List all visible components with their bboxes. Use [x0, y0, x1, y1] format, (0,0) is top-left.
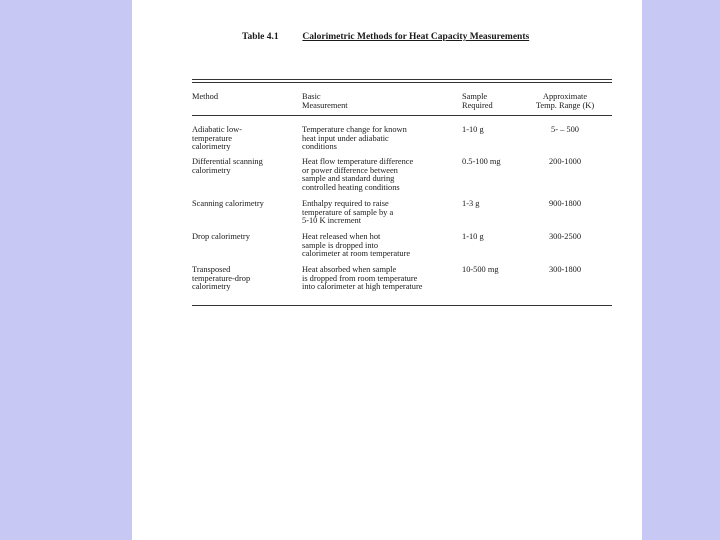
cell-range: 200-1000	[548, 157, 582, 166]
cell-range: 300-2500	[548, 232, 582, 241]
cell-range: 300-1800	[548, 265, 582, 274]
cell-basic: Enthalpy required to raise temperature of sample by a 5-10 K increment	[302, 199, 394, 226]
cell-range: 5- – 500	[551, 125, 579, 134]
header-basic-measurement: Basic Measurement	[302, 92, 348, 110]
cell-sample: 1-3 g	[462, 199, 480, 208]
cell-sample: 1-10 g	[462, 125, 484, 134]
cell-sample: 1-10 g	[462, 232, 484, 241]
cell-basic: Heat flow temperature difference or power difference between sample and standard during controlled heating conditions	[302, 157, 414, 192]
cell-basic: Heat released when hot sample is dropped into calorimeter at room temperature	[302, 232, 411, 259]
table-title: Calorimetric Methods for Heat Capacity Measurements	[302, 32, 530, 42]
cell-sample: 10-500 mg	[462, 265, 499, 274]
cell-method: Differential scanning calorimetry	[192, 157, 263, 175]
cell-method: Drop calorimetry	[192, 232, 250, 241]
cell-basic: Heat absorbed when sample is dropped from room temperature into calorimeter at high temperature	[302, 265, 423, 292]
document-page	[132, 0, 642, 540]
cell-sample: 0.5-100 mg	[462, 157, 501, 166]
table-top-rule	[192, 79, 612, 80]
table-bottom-rule	[192, 305, 612, 306]
table-row	[132, 266, 642, 306]
cell-method: Transposed temperature-drop calorimetry	[192, 265, 251, 292]
table-label: Table 4.1	[242, 32, 279, 42]
header-sample-required: Sample Required	[462, 92, 493, 110]
table-row	[132, 158, 642, 198]
table-top-rule-2	[192, 82, 612, 83]
header-method: Method	[192, 92, 219, 101]
cell-method: Adiabatic low- temperature calorimetry	[192, 125, 243, 152]
cell-basic: Temperature change for known heat input under adiabatic conditions	[302, 125, 407, 152]
table-caption	[242, 32, 529, 42]
cell-range: 900-1800	[548, 199, 582, 208]
cell-method: Scanning calorimetry	[192, 199, 264, 208]
table-header-rule	[192, 115, 612, 116]
header-temp-range: Approximate Temp. Range (K)	[535, 92, 595, 110]
